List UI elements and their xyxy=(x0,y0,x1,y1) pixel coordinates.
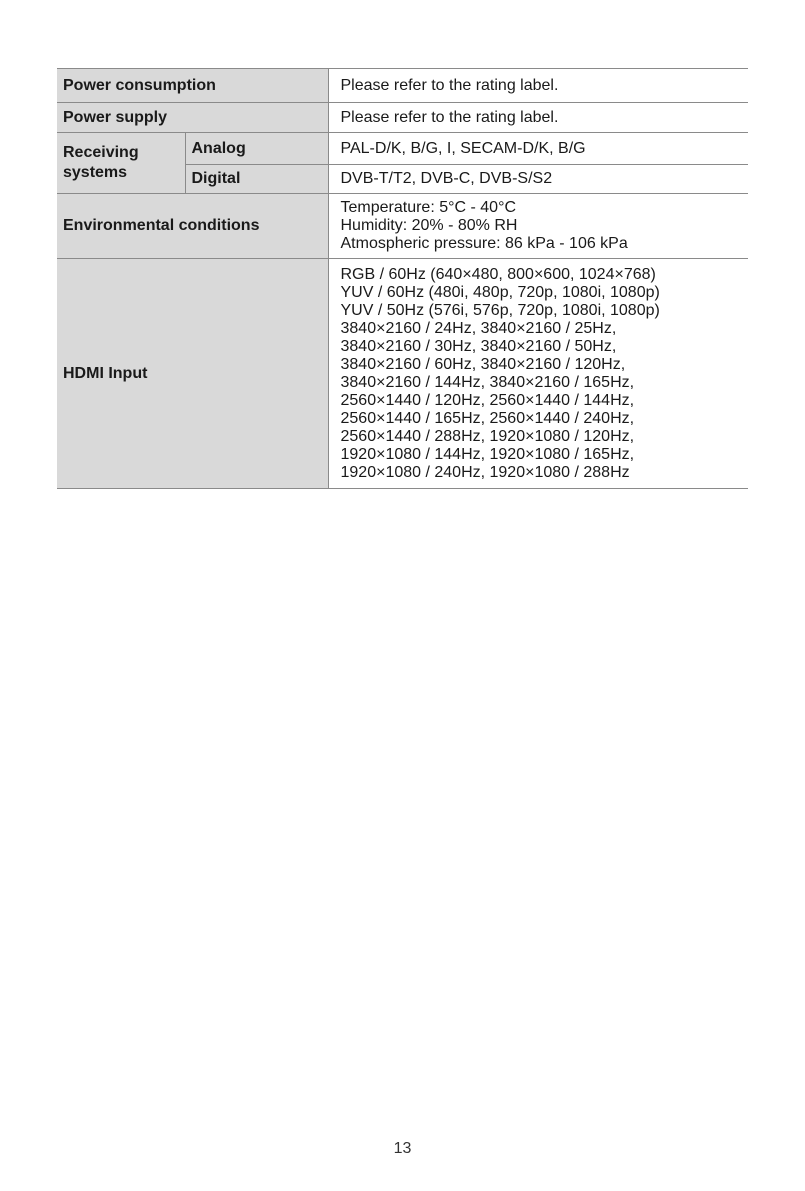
value-line: 1920×1080 / 144Hz, 1920×1080 / 165Hz, xyxy=(340,445,635,463)
environmental-conditions-label: Environmental conditions xyxy=(57,194,328,259)
value-line: 2560×1440 / 165Hz, 2560×1440 / 240Hz, xyxy=(340,409,635,427)
value-line: RGB / 60Hz (640×480, 800×600, 1024×768) xyxy=(340,265,656,283)
value-line: 3840×2160 / 30Hz, 3840×2160 / 50Hz, xyxy=(340,337,617,355)
value-line: 2560×1440 / 120Hz, 2560×1440 / 144Hz, xyxy=(340,391,635,409)
value-line: 3840×2160 / 144Hz, 3840×2160 / 165Hz, xyxy=(340,373,635,391)
value-line: Humidity: 20% - 80% RH xyxy=(340,217,518,234)
power-supply-label: Power supply xyxy=(57,103,328,133)
receiving-systems-label-line: Receiving xyxy=(63,144,139,161)
table-row xyxy=(57,133,748,165)
value-line: 3840×2160 / 60Hz, 3840×2160 / 120Hz, xyxy=(340,355,626,373)
power-consumption-label: Power consumption xyxy=(57,69,328,103)
receiving-systems-label-line: systems xyxy=(63,164,128,181)
digital-value: DVB-T/T2, DVB-C, DVB-S/S2 xyxy=(328,165,748,194)
environmental-conditions-value xyxy=(328,194,748,259)
analog-label: Analog xyxy=(185,133,328,165)
value-line: Temperature: 5°C - 40°C xyxy=(340,199,517,216)
specification-table xyxy=(57,68,748,489)
table-row xyxy=(57,69,748,103)
analog-value: PAL-D/K, B/G, I, SECAM-D/K, B/G xyxy=(328,133,748,165)
page-number: 13 xyxy=(393,1140,412,1157)
table-row xyxy=(57,103,748,133)
hdmi-input-label: HDMI Input xyxy=(57,259,328,489)
value-line: Atmospheric pressure: 86 kPa - 106 kPa xyxy=(340,235,628,252)
hdmi-input-value xyxy=(328,259,748,489)
digital-label: Digital xyxy=(185,165,328,194)
power-supply-value: Please refer to the rating label. xyxy=(328,103,748,133)
value-line: 3840×2160 / 24Hz, 3840×2160 / 25Hz, xyxy=(340,319,617,337)
table-row xyxy=(57,259,748,489)
value-line: 1920×1080 / 240Hz, 1920×1080 / 288Hz xyxy=(340,463,630,481)
value-line: 2560×1440 / 288Hz, 1920×1080 / 120Hz, xyxy=(340,427,635,445)
power-consumption-value: Please refer to the rating label. xyxy=(328,69,748,103)
value-line: YUV / 60Hz (480i, 480p, 720p, 1080i, 1080p) xyxy=(340,283,660,301)
table-row xyxy=(57,194,748,259)
receiving-systems-label xyxy=(57,133,185,194)
value-line: YUV / 50Hz (576i, 576p, 720p, 1080i, 1080p) xyxy=(340,301,660,319)
